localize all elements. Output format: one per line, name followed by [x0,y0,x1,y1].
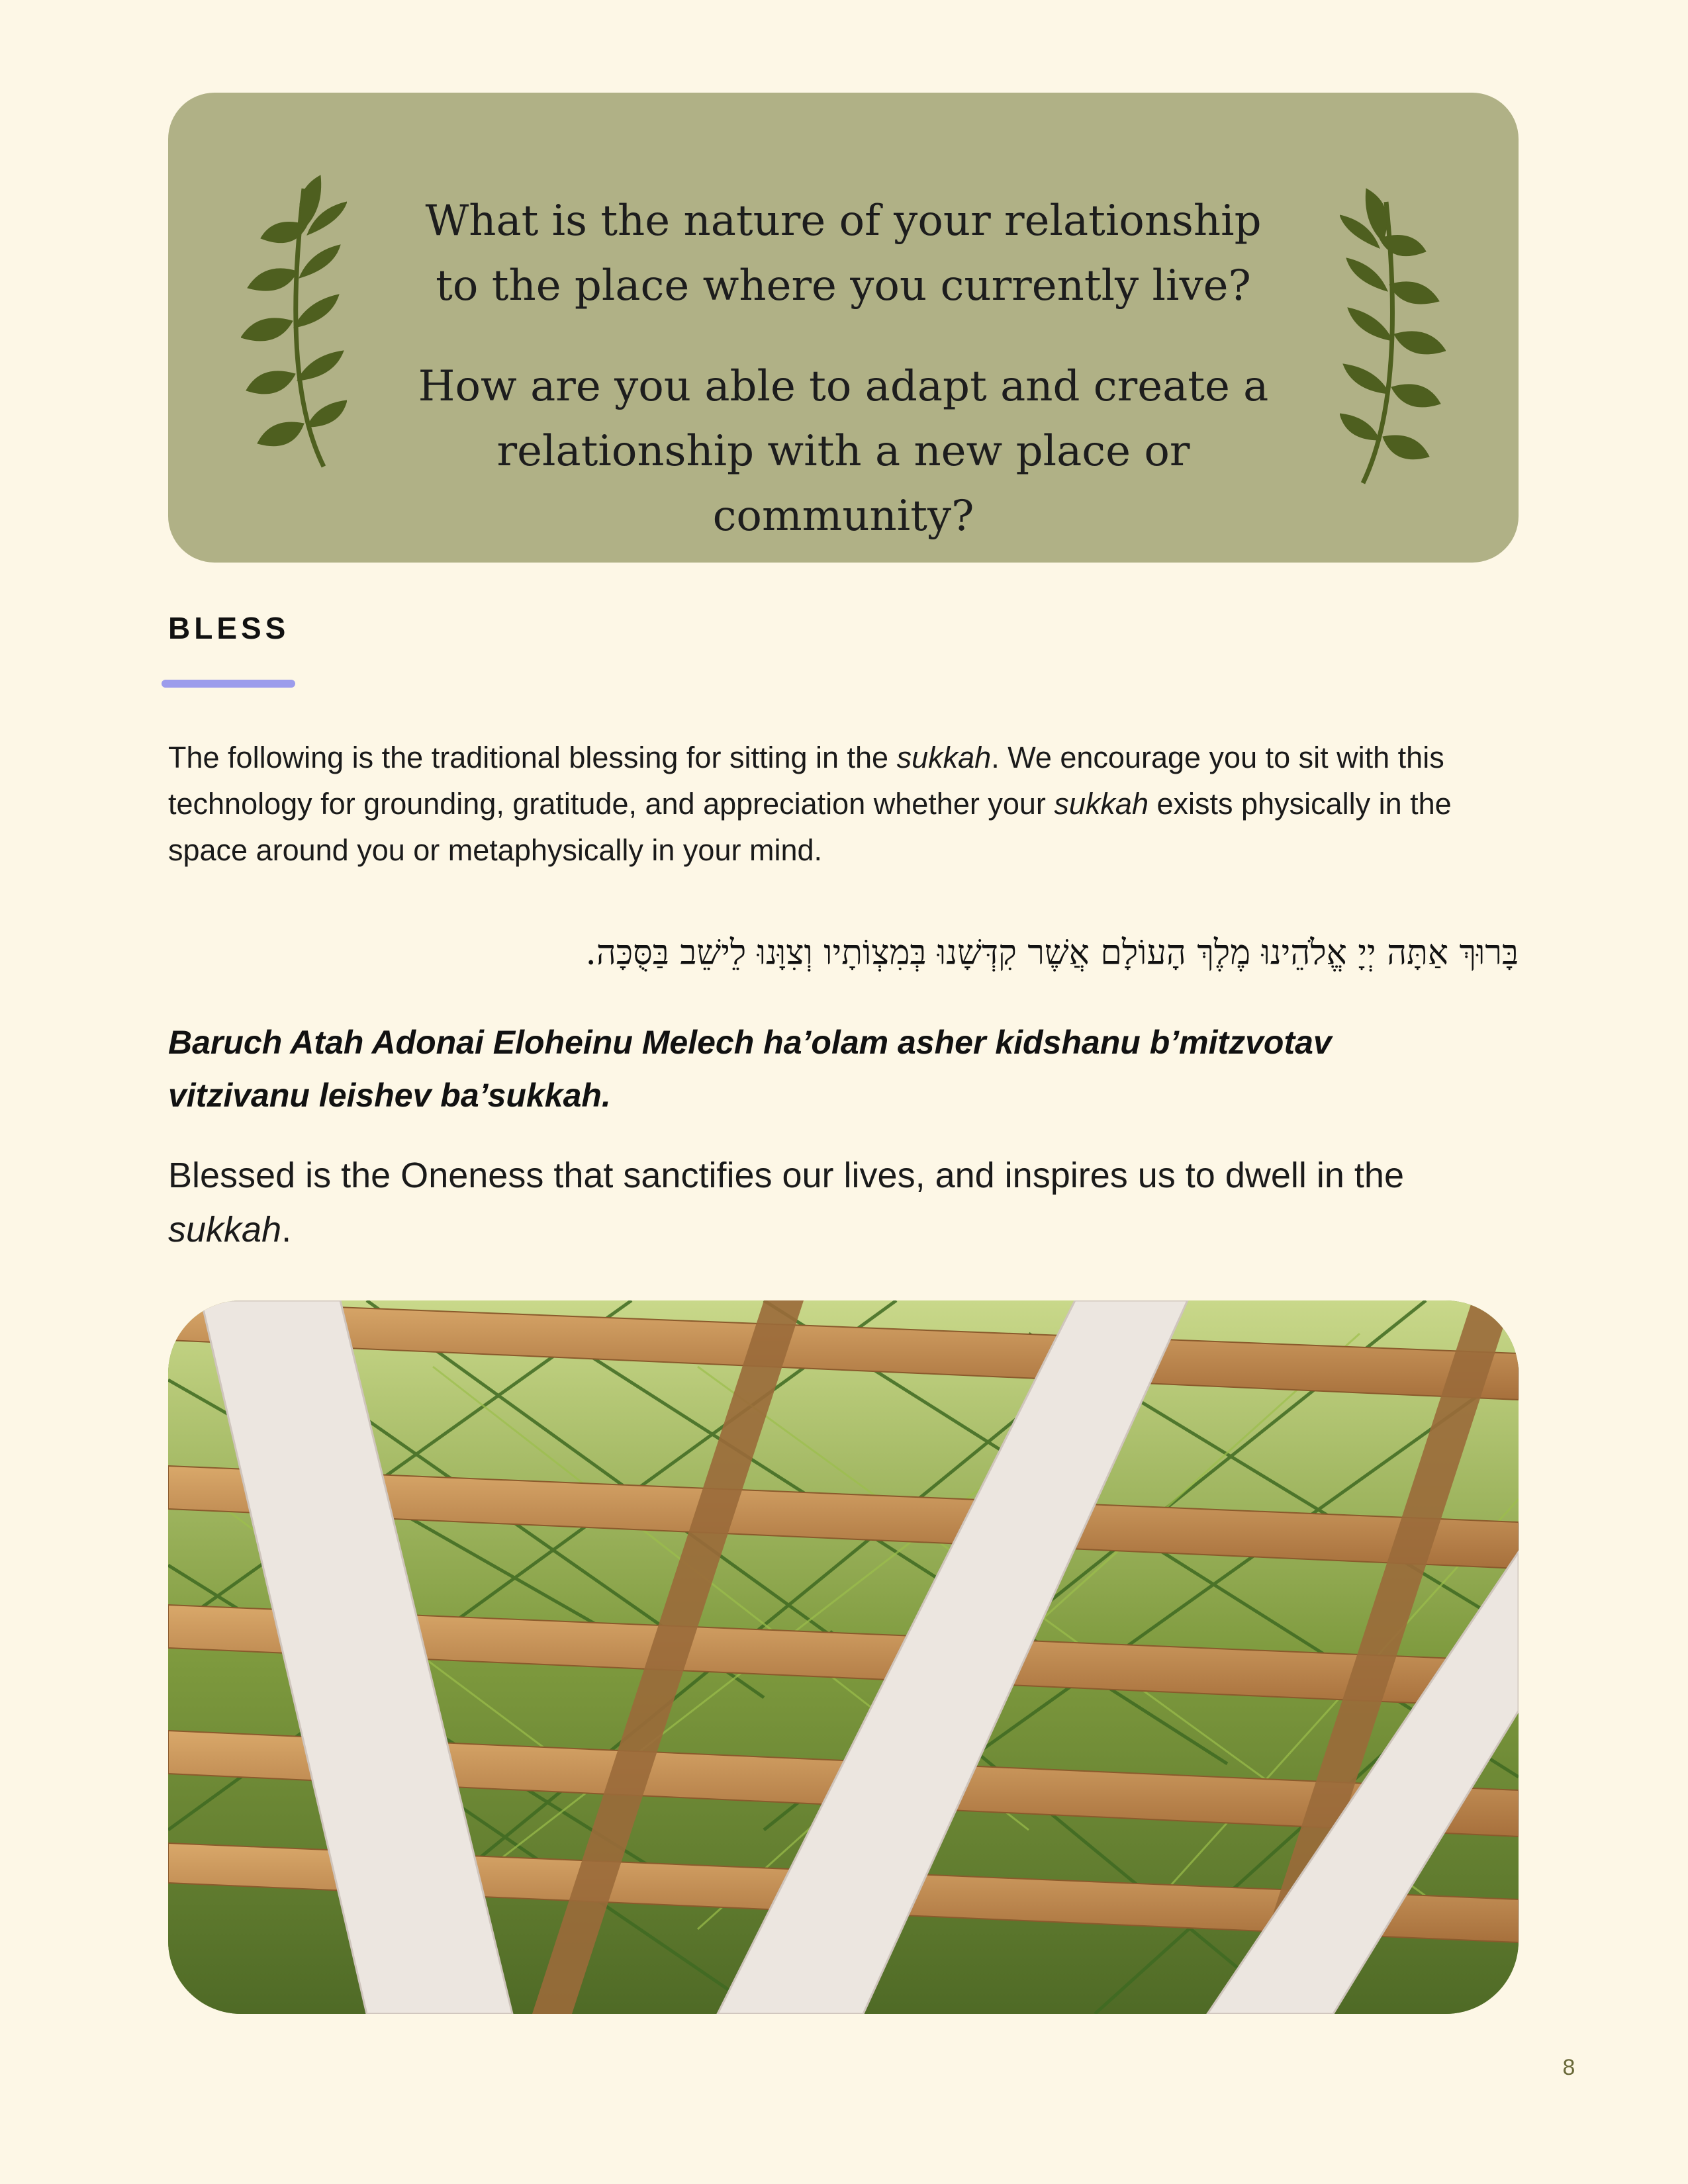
hebrew-blessing: בָּרוּךְ אַתָּה יְיָ אֱלֹהֵינוּ מֶלֶךְ הָעוֹלָם אֲשֶׁר קִדְּשָׁנוּ בְּמִצְוֹתָיו וְצִוָּנוּ לֵישֵׁב בַּסֻּכָּה. [585,933,1519,973]
laurel-branch-icon [1340,175,1446,486]
reflection-question-card [168,93,1519,563]
blessing-introduction: The following is the traditional blessing for sitting in the sukkah. We encourage you to sit with this technology for grounding, gratitude, and appreciation whether your sukkah exists physically in the space around you or metaphysically in your mind. [168,741,1452,867]
sukkah-roof-illustration [168,1300,1519,2014]
section-heading-bless: BLESS [168,611,290,645]
sukkah-roof-photo [168,1300,1519,2014]
heading-underline [162,680,295,688]
question-two: How are you able to adapt and create a relationship with a new place or community? [418,362,1269,541]
question-one: What is the nature of your relationship to the place where you currently live? [425,197,1262,310]
blessing-translation: Blessed is the Oneness that sanctifies our lives, and inspires us to dwell in the sukkah. [168,1156,1404,1250]
laurel-branch-icon [241,162,347,473]
blessing-transliteration: Baruch Atah Adonai Eloheinu Melech ha’olam asher kidshanu b’mitzvotav vitzivanu leishev ba’sukkah. [168,1024,1332,1114]
page-number: 8 [1562,2055,1575,2080]
